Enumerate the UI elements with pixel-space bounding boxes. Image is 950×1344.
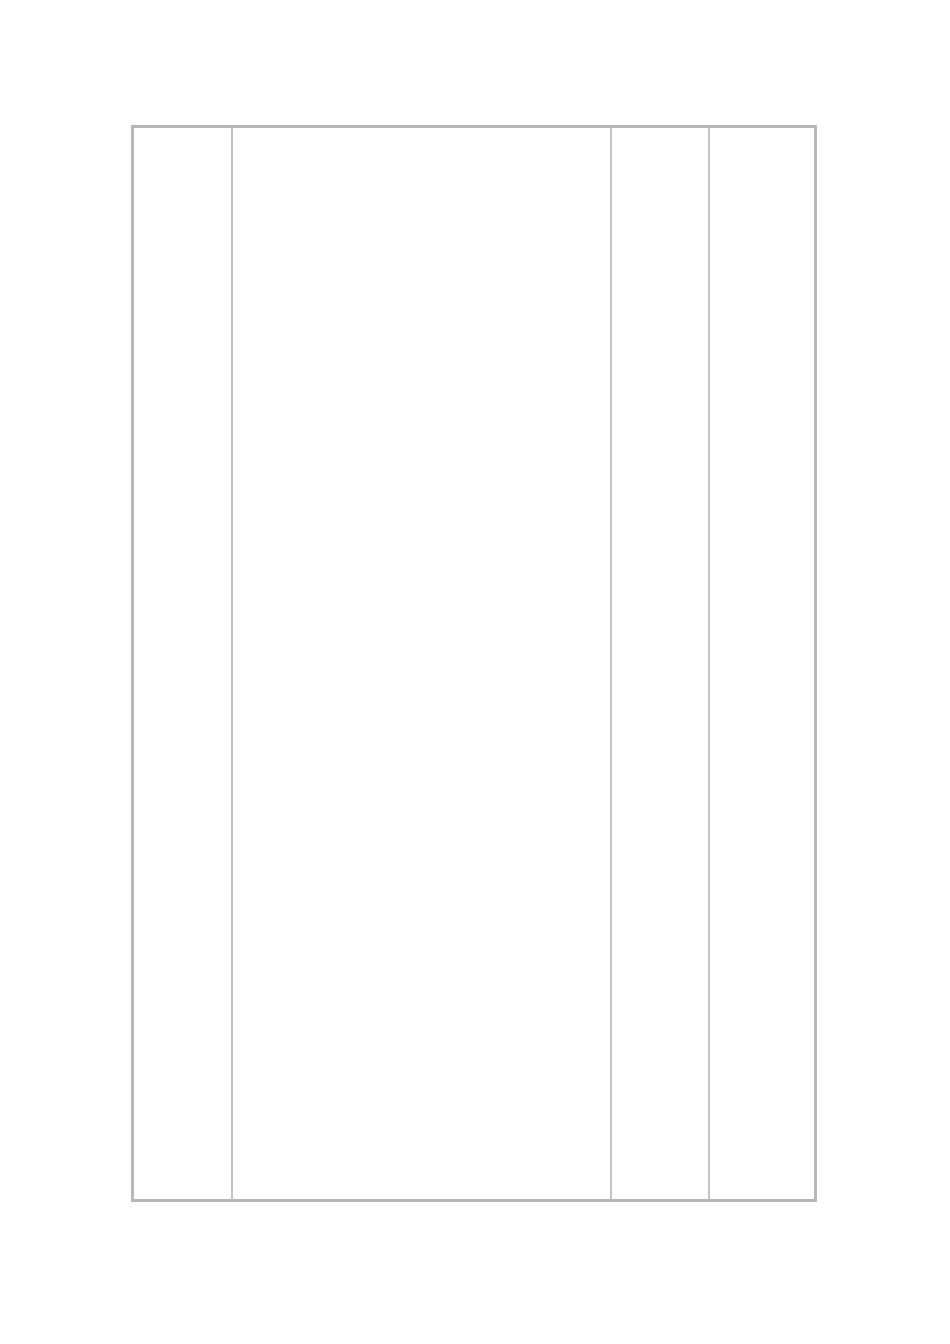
column-divider bbox=[708, 128, 710, 1199]
column-divider bbox=[610, 128, 612, 1199]
lesson-plan-table bbox=[131, 125, 817, 1202]
column-divider bbox=[231, 128, 233, 1199]
